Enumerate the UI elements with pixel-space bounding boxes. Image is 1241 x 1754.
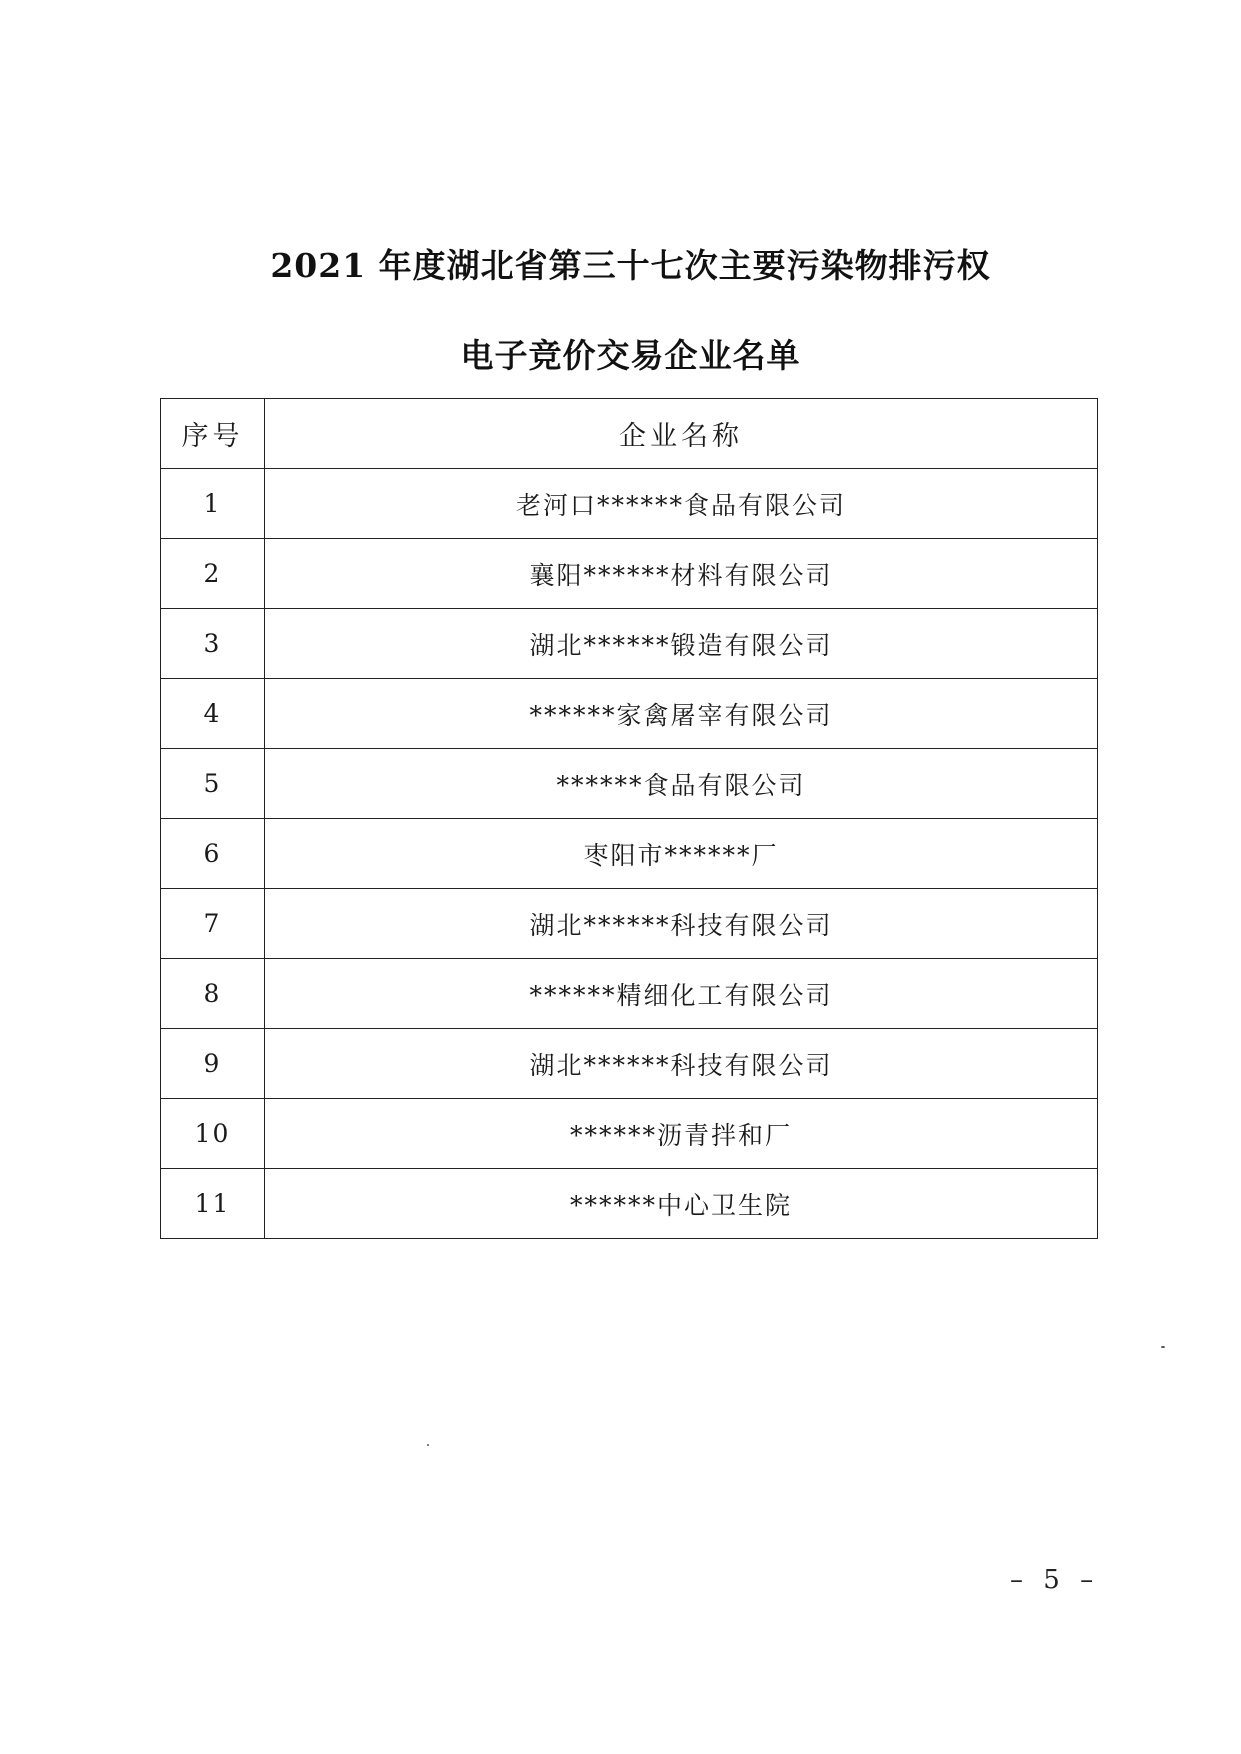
table-header-row bbox=[161, 399, 1098, 469]
row-number: 5 bbox=[161, 749, 265, 819]
row-company-name: 襄阳******材料有限公司 bbox=[265, 539, 1098, 609]
document-title-line-2: 电子竞价交易企业名单 bbox=[460, 336, 801, 375]
row-company-name: 老河口******食品有限公司 bbox=[265, 469, 1098, 539]
page-number: – 5 – bbox=[1010, 1565, 1100, 1595]
table-row bbox=[161, 539, 1098, 609]
scan-speck bbox=[1161, 1346, 1165, 1348]
row-number: 3 bbox=[161, 609, 265, 679]
table-row bbox=[161, 1169, 1098, 1239]
row-company-name: ******食品有限公司 bbox=[265, 749, 1098, 819]
document-title-line-1: 2021 年度湖北省第三十七次主要污染物排污权 bbox=[270, 246, 991, 285]
row-number: 2 bbox=[161, 539, 265, 609]
row-company-name: 湖北******锻造有限公司 bbox=[265, 609, 1098, 679]
row-number: 10 bbox=[161, 1099, 265, 1169]
row-company-name: 枣阳市******厂 bbox=[265, 819, 1098, 889]
table-row bbox=[161, 1099, 1098, 1169]
row-number: 4 bbox=[161, 679, 265, 749]
row-company-name: ******精细化工有限公司 bbox=[265, 959, 1098, 1029]
row-company-name: ******中心卫生院 bbox=[265, 1169, 1098, 1239]
row-number: 1 bbox=[161, 469, 265, 539]
table-row bbox=[161, 889, 1098, 959]
row-number: 8 bbox=[161, 959, 265, 1029]
table-row bbox=[161, 749, 1098, 819]
header-company-name: 企业名称 bbox=[265, 399, 1098, 469]
row-company-name: ******家禽屠宰有限公司 bbox=[265, 679, 1098, 749]
row-number: 9 bbox=[161, 1029, 265, 1099]
row-company-name: 湖北******科技有限公司 bbox=[265, 889, 1098, 959]
table-row bbox=[161, 609, 1098, 679]
row-company-name: 湖北******科技有限公司 bbox=[265, 1029, 1098, 1099]
header-number: 序号 bbox=[161, 399, 265, 469]
company-table bbox=[160, 398, 1098, 1239]
table-row bbox=[161, 469, 1098, 539]
table-row bbox=[161, 819, 1098, 889]
row-company-name: ******沥青拌和厂 bbox=[265, 1099, 1098, 1169]
row-number: 11 bbox=[161, 1169, 265, 1239]
table-row bbox=[161, 679, 1098, 749]
scan-speck bbox=[427, 1444, 429, 1446]
row-number: 6 bbox=[161, 819, 265, 889]
table-row bbox=[161, 1029, 1098, 1099]
row-number: 7 bbox=[161, 889, 265, 959]
table-row bbox=[161, 959, 1098, 1029]
